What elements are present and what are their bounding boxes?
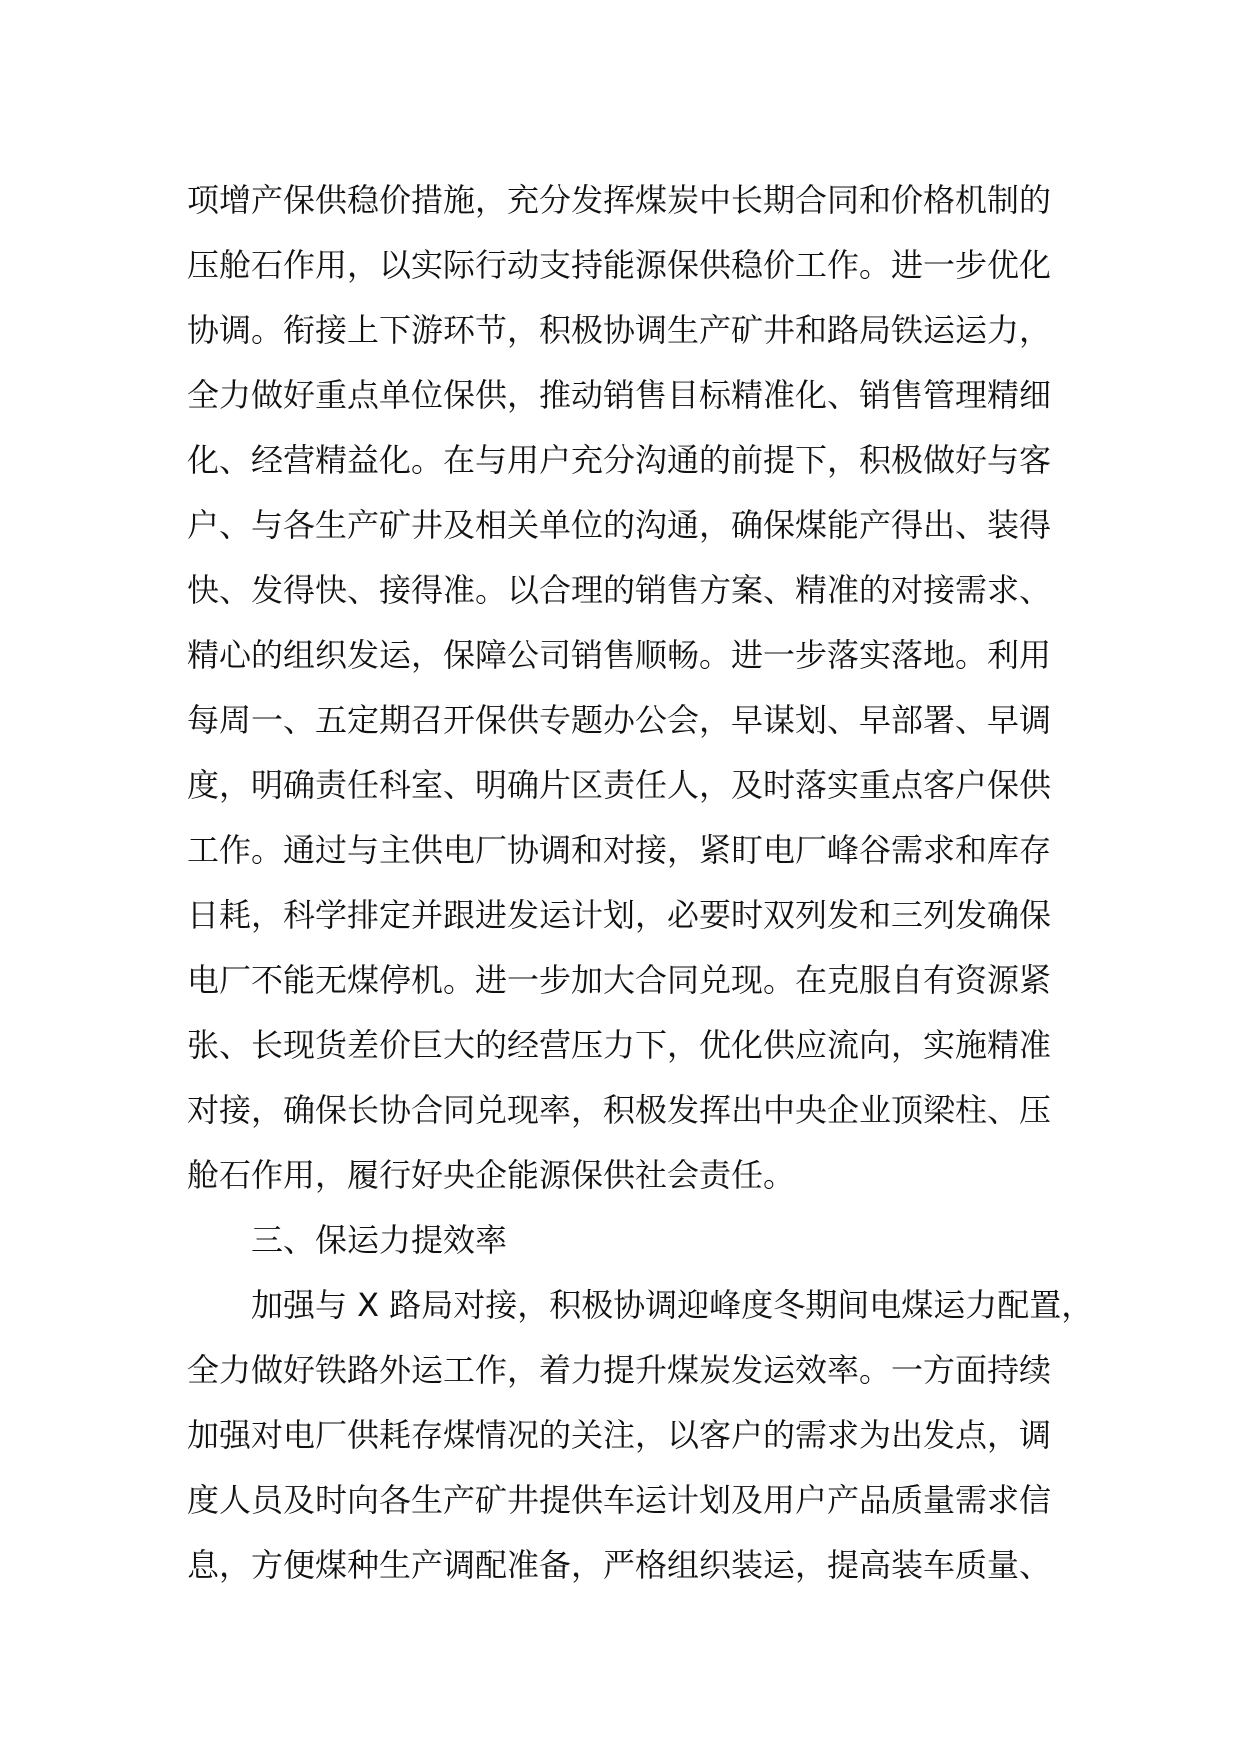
text-line: 精心的组织发运，保障公司销售顺畅。进一步落实落地。利用 xyxy=(187,636,1052,674)
text-line: 加强对电厂供耗存煤情况的关注，以客户的需求为出发点，调 xyxy=(187,1416,1052,1454)
text-line: 全力做好铁路外运工作，着力提升煤炭发运效率。一方面持续 xyxy=(187,1351,1052,1389)
text-line: 息，方便煤种生产调配准备，严格组织装运，提高装车质量、 xyxy=(187,1546,1052,1584)
text-line: 压舱石作用，以实际行动支持能源保供稳价工作。进一步优化 xyxy=(187,246,1052,284)
text-line: 对接，确保长协合同兑现率，积极发挥出中央企业顶梁柱、压 xyxy=(187,1091,1052,1129)
text-line: 度，明确责任科室、明确片区责任人，及时落实重点客户保供 xyxy=(187,766,1052,804)
text-line: 每周一、五定期召开保供专题办公会，早谋划、早部署、早调 xyxy=(187,701,1052,739)
text-line: 日耗，科学排定并跟进发运计划，必要时双列发和三列发确保 xyxy=(187,896,1052,934)
text-line: 化、经营精益化。在与用户充分沟通的前提下，积极做好与客 xyxy=(187,441,1052,479)
text-line: 度人员及时向各生产矿井提供车运计划及用户产品质量需求信 xyxy=(187,1481,1052,1519)
text-line: 张、长现货差价巨大的经营压力下，优化供应流向，实施精准 xyxy=(187,1026,1052,1064)
text-line: 快、发得快、接得准。以合理的销售方案、精准的对接需求、 xyxy=(187,571,1052,609)
text-line: 户、与各生产矿井及相关单位的沟通，确保煤能产得出、装得 xyxy=(187,506,1052,544)
text-line: 全力做好重点单位保供，推动销售目标精准化、销售管理精细 xyxy=(187,376,1052,414)
text-line: 舱石作用，履行好央企能源保供社会责任。 xyxy=(187,1156,796,1194)
text-line: 工作。通过与主供电厂协调和对接，紧盯电厂峰谷需求和库存 xyxy=(187,831,1052,869)
paragraph-first-line: 加强与 X 路局对接，积极协调迎峰度冬期间电煤运力配置， xyxy=(251,1286,1094,1324)
section-heading: 三、保运力提效率 xyxy=(251,1221,508,1259)
text-line: 协调。衔接上下游环节，积极协调生产矿井和路局铁运运力， xyxy=(187,311,1052,349)
text-line: 项增产保供稳价措施，充分发挥煤炭中长期合同和价格机制的 xyxy=(187,181,1052,219)
document-body xyxy=(187,168,1094,1598)
text-line: 电厂不能无煤停机。进一步加大合同兑现。在克服自有资源紧 xyxy=(187,961,1052,999)
